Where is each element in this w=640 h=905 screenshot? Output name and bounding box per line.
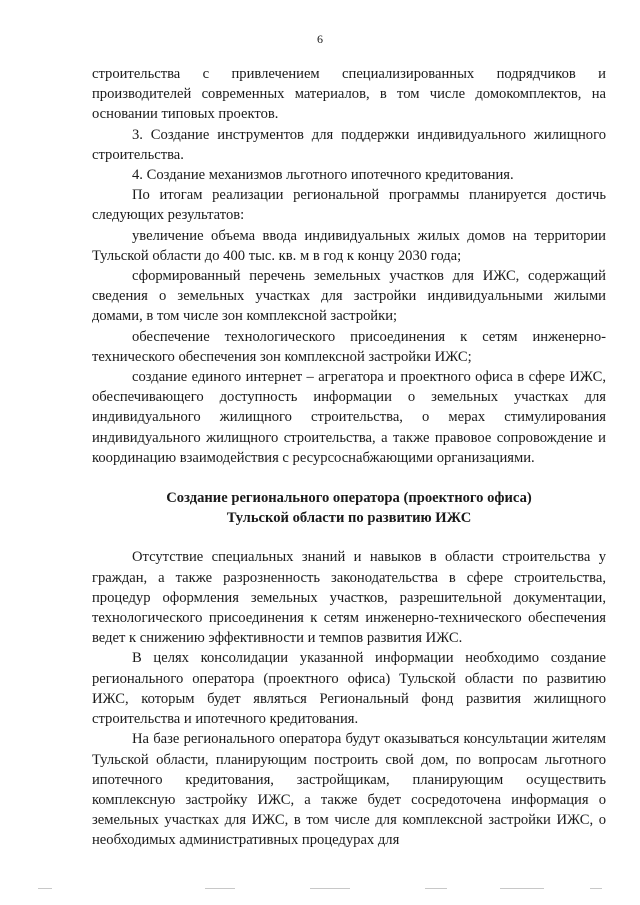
scan-artifact	[0, 886, 640, 892]
paragraph: На базе регионального оператора будут оказываться консультации жителям Тульской области, планирующим построить свой дом, по вопросам льготного ипотечного кредитования, застройщикам, планирующим осуществить комплексную застройку ИЖС, а также будет сосредоточена информация о земельных участках для ИЖС, в том числе для комплексной застройки ИЖС, о необходимых административных процедурах для	[92, 731, 606, 849]
section-heading-line: Создание регионального оператора (проектного офиса)	[166, 490, 532, 507]
paragraph: увеличение объема ввода индивидуальных жилых домов на территории Тульской области до 400 тыс. кв. м в год к концу 2030 года;	[92, 227, 606, 264]
paragraph: По итогам реализации региональной программы планируется достичь следующих результатов:	[92, 187, 606, 224]
paragraph: 4. Создание механизмов льготного ипотечного кредитования.	[132, 167, 514, 184]
document-body	[92, 64, 606, 851]
paragraph: строительства с привлечением специализированных подрядчиков и производителей современных материалов, в том числе домокомплектов, на основании типовых проектов.	[92, 66, 606, 123]
section-heading-line: Тульской области по развитию ИЖС	[226, 510, 472, 527]
section-intro	[92, 64, 606, 468]
section-heading	[92, 488, 606, 528]
paragraph: Отсутствие специальных знаний и навыков в области строительства у граждан, а также разрозненность законодательства в сфере строительства, процедур оформления земельных участков, разрешительной документации, технологического присоединения к сетям инженерно-технического обеспечения ведет к снижению эффективности и темпов развития ИЖС.	[92, 549, 606, 647]
paragraph: сформированный перечень земельных участков для ИЖС, содержащий сведения о земельных участках для застройки индивидуальными жилыми домами, в том числе зон комплексной застройки;	[92, 268, 606, 325]
paragraph: В целях консолидации указанной информации необходимо создание регионального оператора (проектного офиса) Тульской области по развитию ИЖС, которым будет являться Региональный фонд развития жилищного строительства и ипотечного кредитования.	[92, 650, 606, 728]
page-number: 6	[317, 32, 323, 46]
paragraph: создание единого интернет – агрегатора и проектного офиса в сфере ИЖС, обеспечивающего доступность информации о земельных участках для индивидуального жилищного строительства, о мерах стимулирования индивидуального жилищного строительства, а также правовое сопровождение и координацию взаимодействия с ресурсоснабжающими организациями.	[92, 369, 606, 466]
paragraph: 3. Создание инструментов для поддержки индивидуального жилищного строительства.	[92, 126, 606, 163]
paragraph: обеспечение технологического присоединения к сетям инженерно-технического обеспечения зон комплексной застройки ИЖС;	[92, 328, 606, 365]
section-operator	[92, 547, 606, 850]
